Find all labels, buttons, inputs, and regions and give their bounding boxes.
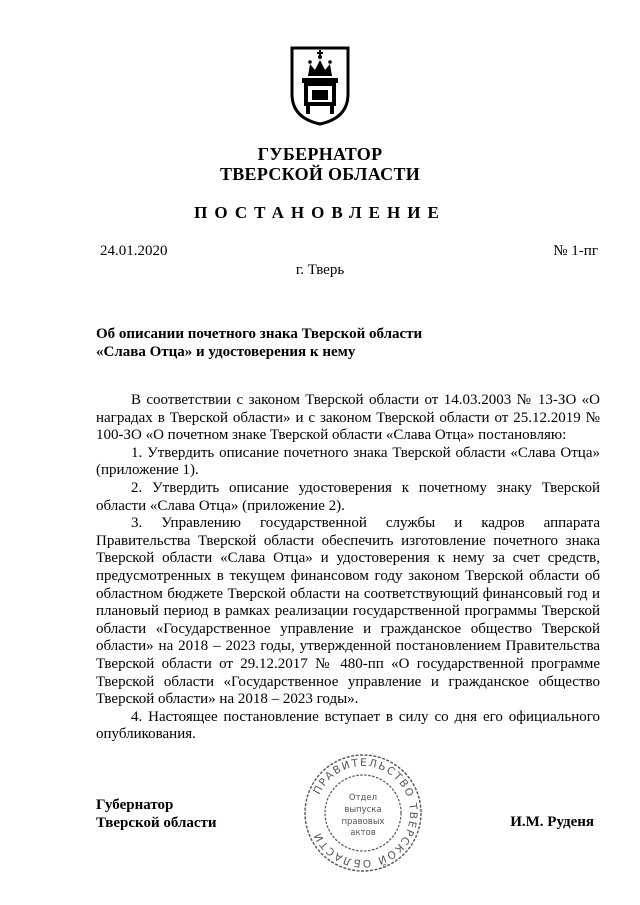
subject-line1: Об описании почетного знака Тверской области [96, 326, 423, 342]
signatory-title-line2: Тверской области [96, 815, 217, 831]
document-number: № 1-пг [553, 243, 598, 259]
issuer-title-line1: ГУБЕРНАТОР [257, 144, 383, 164]
document-subject [96, 325, 422, 361]
signatory-title-line1: Губернатор [96, 797, 174, 813]
body-paragraph: В соответствии с законом Тверской области от 14.03.2003 № 13-ЗО «О наградах в Тверской области» и с законом Тверской области от 25.12.2019 № 100-ЗО «О почетном знаке Тверской области «Слава Отца» постановляю: [96, 392, 600, 444]
issuer-title-line2: ТВЕРСКОЙ ОБЛАСТИ [219, 164, 421, 184]
stamp-center-line: актов [350, 828, 376, 838]
stamp-center-line: выпуска [344, 805, 382, 815]
document-body [96, 392, 600, 744]
subject-line2: «Слава Отца» и удостоверения к нему [96, 344, 356, 360]
document-date: 24.01.2020 [100, 243, 168, 259]
stamp-center-line: правовых [341, 817, 385, 827]
body-paragraph: 2. Утвердить описание удостоверения к почетному знаку Тверской области «Слава Отца» (приложение 2). [96, 479, 600, 514]
body-paragraph: 1. Утвердить описание почетного знака Тверской области «Слава Отца» (приложение 1). [96, 444, 600, 479]
stamp-center-line: Отдел [348, 793, 378, 803]
body-paragraph: 3. Управлению государственной службы и кадров аппарата Правительства Тверской области обеспечить изготовление почетного знака Тверской области «Слава Отца» и удостоверения к нему за счет средств, предусмотренных в текущем финансовом году законом Тверской области об областном бюджете Тверской области на соответствующий финансовый год и плановый период в рамках реализации государственной программы Тверской области «Государственное управление и гражданское общество Тверской области» на 2018 – 2023 годы, утвержденной постановлением Правительства Тверской области от 29.12.2017 № 480-пп «О государственной программе Тверской области «Государственное управление и гражданское общество Тверской области» на 2018 – 2023 годы». [96, 515, 600, 708]
body-paragraph: 4. Настоящее постановление вступает в силу со дня его официального опубликования. [96, 708, 600, 743]
stamp-ring-text: ПРАВИТЕЛЬСТВО ТВЕРСКОЙ ОБЛАСТИ [311, 756, 420, 870]
official-stamp [302, 752, 424, 874]
coat-of-arms-emblem [288, 44, 352, 126]
signatory-name: И.М. Руденя [510, 814, 594, 830]
signatory-title [96, 796, 217, 832]
document-type: ПОСТАНОВЛЕНИЕ [194, 203, 446, 222]
document-city: г. Тверь [295, 262, 345, 278]
